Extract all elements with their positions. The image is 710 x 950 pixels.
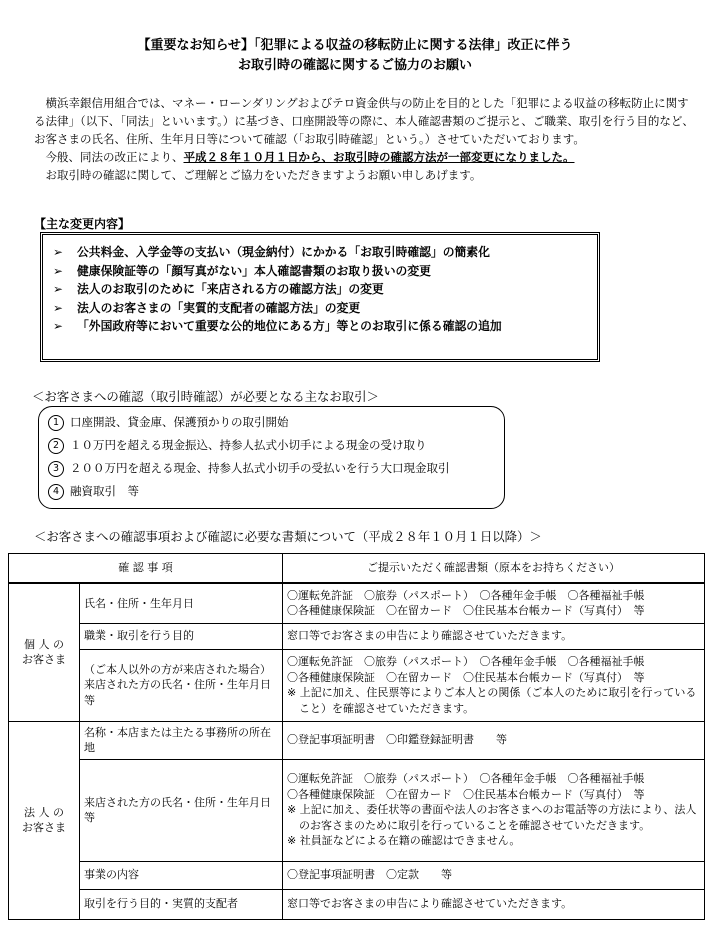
table-header-row	[9, 554, 705, 584]
transaction-item	[48, 480, 504, 503]
category-individual-l2: お客さま	[22, 653, 66, 667]
table-row	[9, 759, 705, 861]
category-corporate	[9, 721, 80, 919]
doc-line: 〇運転免許証 〇旅券（パスポート） 〇各種年金手帳 〇各種福祉手帳	[287, 588, 645, 602]
arrow-bullet-icon: ➢	[53, 319, 63, 334]
row-item: 名称・本店または主たる事務所の所在地	[80, 721, 283, 759]
intro-text	[34, 94, 694, 184]
row-documents	[283, 649, 705, 721]
doc-note: ※ 上記に加え、住民票等によりご本人との関係（ご本人のために取引を行っていること）を確認させていただきます。	[287, 686, 697, 715]
row-item: 来店された方の氏名・住所・生年月日等	[80, 759, 283, 861]
change-item	[53, 299, 597, 318]
circled-number-icon: 4	[48, 484, 64, 500]
circled-number-icon: 1	[48, 415, 64, 431]
circled-number-icon: 3	[48, 461, 64, 477]
doc-line: 〇各種健康保険証 〇在留カード 〇住民基本台帳カード（写真付） 等	[287, 604, 645, 618]
item-line: 来店された方の氏名・住所・生年月日等	[84, 678, 271, 707]
table-row	[9, 861, 705, 889]
transaction-text: 融資取引 等	[70, 484, 139, 498]
row-documents: 窓口等でお客さまの申告により確認させていただきます。	[283, 623, 705, 649]
category-individual	[9, 583, 80, 721]
transaction-text: ２００万円を超える現金、持参人払式小切手の受払いを行う大口現金取引	[70, 461, 450, 475]
row-item: 氏名・住所・生年月日	[80, 583, 283, 623]
doc-note: ※ 上記に加え、委任状等の書面や法人のお客さまへのお電話等の方法により、法人のお客さまのために取引を行っていることを確認させていただきます。	[287, 803, 697, 832]
intro-paragraph-1: 横浜幸銀信用組合では、マネー・ローンダリングおよびテロ資金供与の防止を目的とした「犯罪による収益の移転防止に関する法律」（以下、「同法」といいます。）に基づき、口座開設等の際に、本人確認書類のご提示と、ご職業、取引を行う目的など、お客さまの氏名、住所、生年月日等について確認（「お取引時確認」という。）させていただいております。	[34, 96, 694, 146]
row-documents: 〇登記事項証明書 〇印鑑登録証明書 等	[283, 721, 705, 759]
notice-title-line2: お取引時の確認に関するご協力のお願い	[237, 58, 472, 73]
verification-table	[8, 553, 705, 920]
table-row	[9, 583, 705, 623]
arrow-bullet-icon: ➢	[53, 282, 63, 297]
doc-line: 〇運転免許証 〇旅券（パスポート） 〇各種年金手帳 〇各種福祉手帳	[287, 655, 645, 668]
arrow-bullet-icon: ➢	[53, 300, 63, 315]
transaction-text: 口座開設、貸金庫、保護預かりの取引開始	[70, 415, 289, 429]
row-documents	[283, 759, 705, 861]
transaction-item	[48, 457, 504, 480]
arrow-bullet-icon: ➢	[53, 245, 63, 259]
change-item-text: 法人のお客さまの「実質的支配者の確認方法」の変更	[77, 300, 361, 315]
changes-box	[40, 232, 600, 362]
category-individual-l1: 個 人 の	[24, 637, 64, 651]
row-item: 事業の内容	[80, 861, 283, 889]
category-corporate-l2: お客さま	[22, 821, 66, 834]
col-header-documents: ご提示いただく確認書類（原本をお持ちください）	[283, 554, 705, 584]
category-corporate-l1: 法 人 の	[24, 805, 64, 819]
row-documents	[283, 583, 705, 623]
transactions-box	[38, 406, 505, 509]
row-item	[80, 649, 283, 721]
row-item: 取引を行う目的・実質的支配者	[80, 889, 283, 919]
changes-heading: 【主な変更内容】	[34, 217, 131, 231]
change-item	[53, 280, 597, 299]
intro-paragraph-2	[34, 148, 694, 166]
doc-line: 〇各種健康保険証 〇在留カード 〇住民基本台帳カード（写真付） 等	[287, 787, 645, 801]
transaction-text: １０万円を超える現金振込、持参人払式小切手による現金の受け取り	[70, 438, 427, 452]
intro-p2-emphasis: 平成２８年１０月１日から、お取引時の確認方法が一部変更になりました。	[183, 150, 575, 164]
table-heading: ＜お客さまへの確認事項および確認に必要な書類について（平成２８年１０月１日以降）＞	[34, 529, 542, 544]
transaction-item	[48, 434, 504, 457]
table-row	[9, 889, 705, 919]
transactions-heading: ＜お客さまへの確認（取引時確認）が必要となる主なお取引＞	[32, 389, 379, 404]
item-line: （ご本人以外の方が来店された場合）	[84, 662, 271, 676]
circled-number-icon: 2	[48, 438, 64, 454]
table-row	[9, 721, 705, 759]
row-documents: 〇登記事項証明書 〇定款 等	[283, 861, 705, 889]
change-item	[53, 262, 597, 281]
intro-p2-text: 今般、同法の改正により、	[45, 150, 184, 164]
transaction-item	[48, 411, 504, 434]
intro-paragraph-3: お取引時の確認に関して、ご理解とご協力をいただきますようお願い申しあげます。	[45, 168, 482, 182]
doc-note: ※ 社員証などによる在籍の確認はできません。	[287, 834, 521, 848]
change-item-text: 「外国政府等において重要な公的地位にある方」等とのお取引に係る確認の追加	[77, 319, 502, 334]
change-item	[53, 243, 597, 262]
change-item-text: 法人のお取引のために「来店される方の確認方法」の変更	[77, 282, 384, 297]
col-header-items: 確 認 事 項	[9, 554, 283, 584]
doc-line: 〇運転免許証 〇旅券（パスポート） 〇各種年金手帳 〇各種福祉手帳	[287, 772, 645, 786]
row-item: 職業・取引を行う目的	[80, 623, 283, 649]
change-item-text: 健康保険証等の「顔写真がない」本人確認書類のお取り扱いの変更	[77, 263, 431, 278]
arrow-bullet-icon: ➢	[53, 263, 63, 278]
notice-title-line1: 【重要なお知らせ】「犯罪による収益の移転防止に関する法律」改正に伴う	[137, 38, 573, 53]
table-row	[9, 623, 705, 649]
change-item	[53, 317, 597, 336]
change-item-text: 公共料金、入学金等の支払い（現金納付）にかかる「お取引時確認」の簡素化	[77, 245, 490, 259]
row-documents: 窓口等でお客さまの申告により確認させていただきます。	[283, 889, 705, 919]
table-row	[9, 649, 705, 721]
doc-line: 〇各種健康保険証 〇在留カード 〇住民基本台帳カード（写真付） 等	[287, 670, 645, 684]
